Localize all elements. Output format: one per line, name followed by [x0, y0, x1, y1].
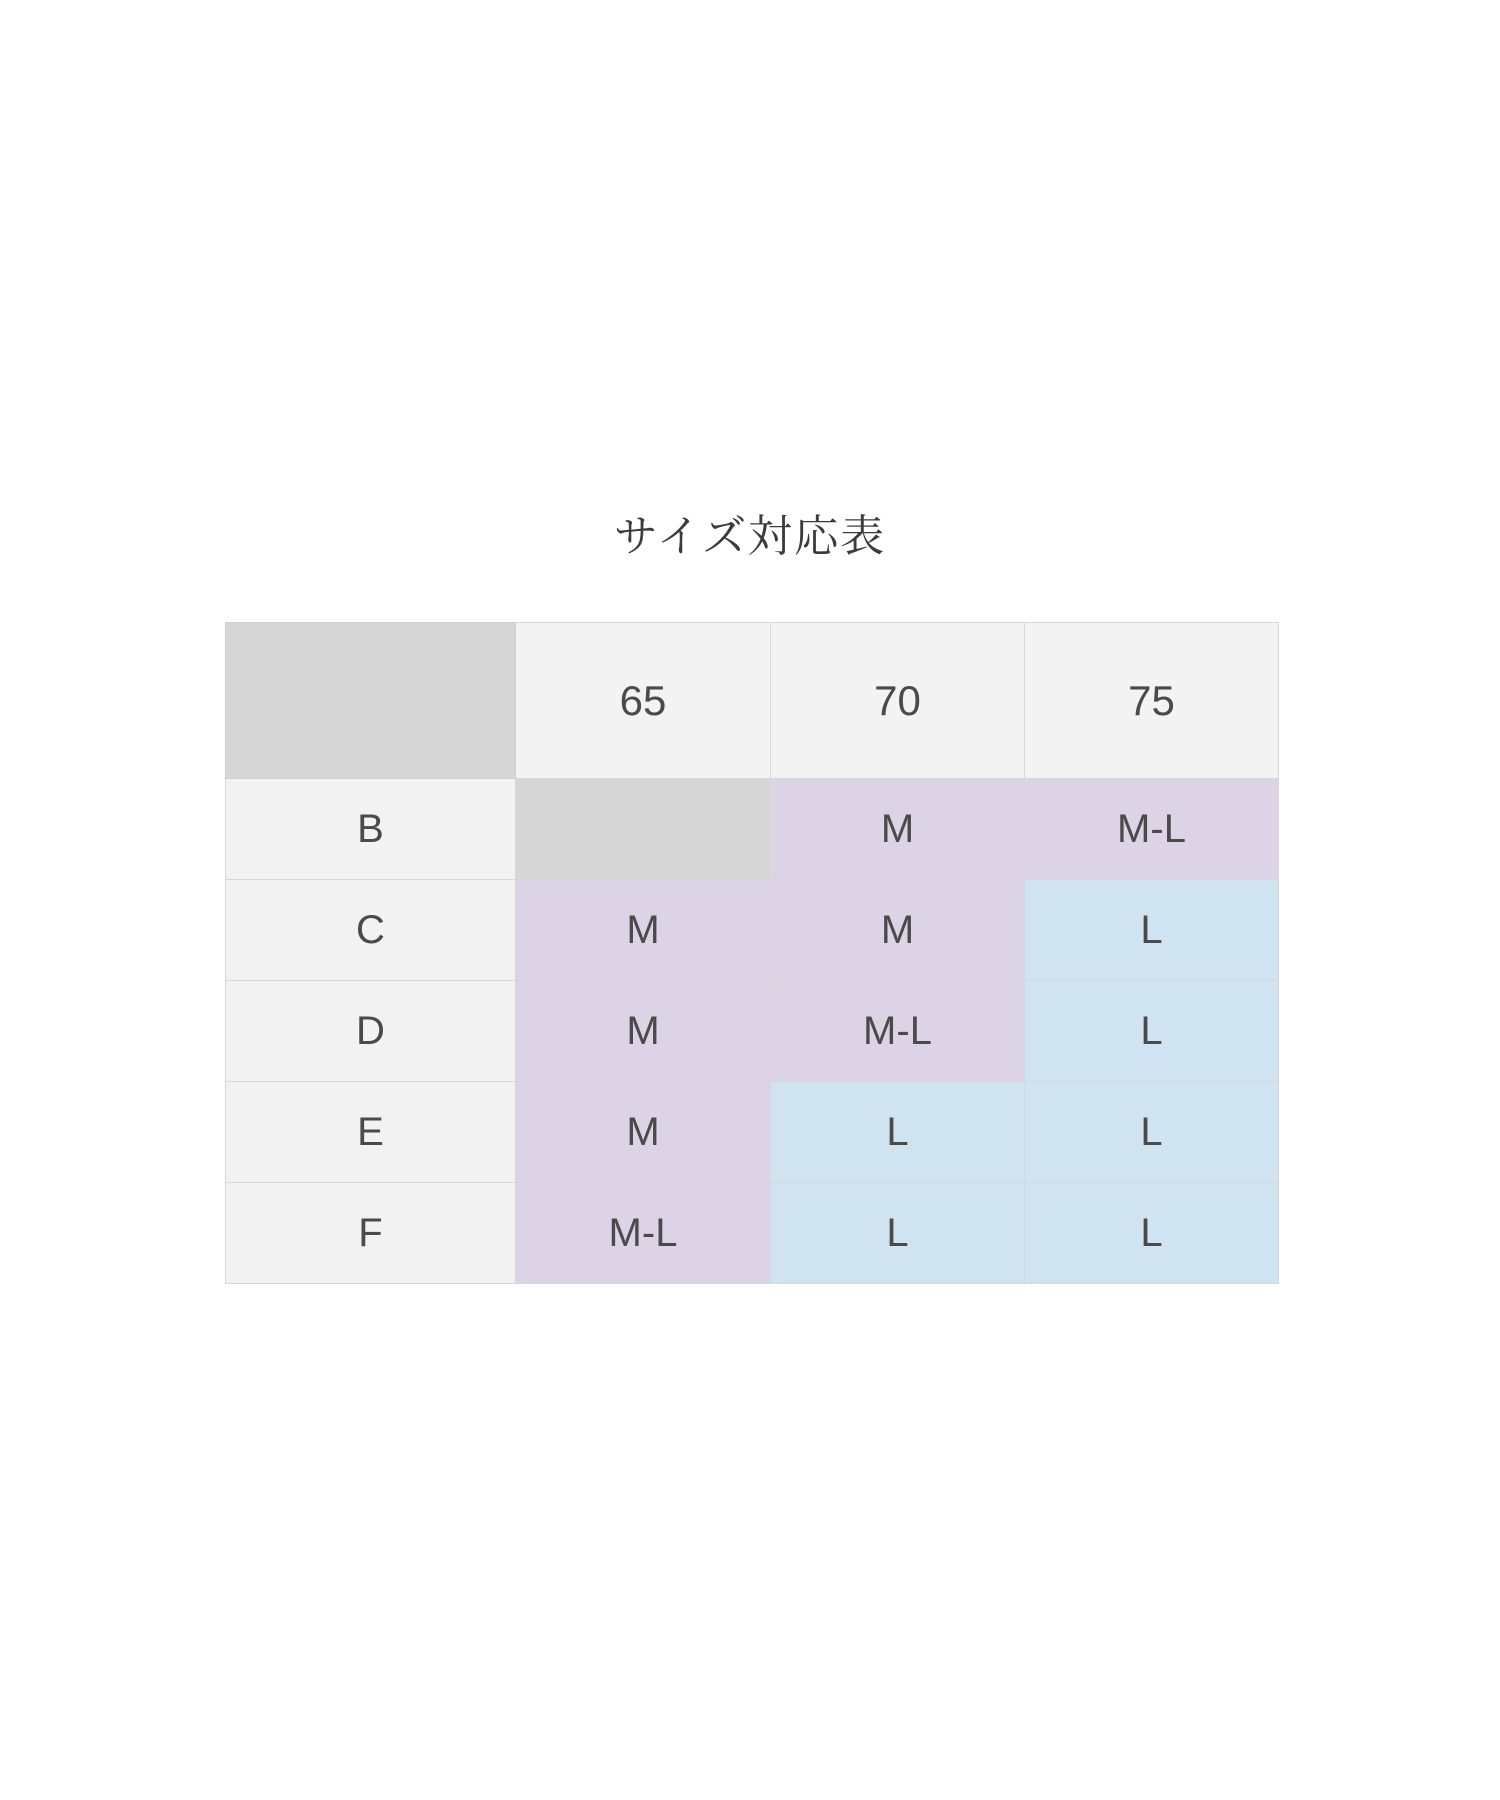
- size-table-container: [225, 622, 1278, 1284]
- cell-c-65: M: [516, 880, 771, 981]
- size-correspondence-table: [225, 622, 1279, 1284]
- row-header-e: E: [226, 1082, 516, 1183]
- cell-c-70: M: [771, 880, 1025, 981]
- row-header-f: F: [226, 1183, 516, 1284]
- cell-d-70: M-L: [771, 981, 1025, 1082]
- row-header-b: B: [226, 779, 516, 880]
- table-row: [226, 981, 1279, 1082]
- column-header-75: 75: [1025, 623, 1279, 779]
- column-header-70: 70: [771, 623, 1025, 779]
- table-row: [226, 880, 1279, 981]
- cell-b-65: [516, 779, 771, 880]
- column-header-65: 65: [516, 623, 771, 779]
- page-title: サイズ対応表: [613, 512, 887, 561]
- table-row: [226, 1082, 1279, 1183]
- cell-e-75: L: [1025, 1082, 1279, 1183]
- cell-f-70: L: [771, 1183, 1025, 1284]
- cell-e-70: L: [771, 1082, 1025, 1183]
- row-header-c: C: [226, 880, 516, 981]
- row-header-d: D: [226, 981, 516, 1082]
- table-body: [226, 623, 1279, 1284]
- cell-d-75: L: [1025, 981, 1279, 1082]
- cell-f-65: M-L: [516, 1183, 771, 1284]
- table-header-row: [226, 623, 1279, 779]
- table-corner-cell: [226, 623, 516, 779]
- table-row: [226, 1183, 1279, 1284]
- cell-c-75: L: [1025, 880, 1279, 981]
- cell-d-65: M: [516, 981, 771, 1082]
- cell-f-75: L: [1025, 1183, 1279, 1284]
- table-row: [226, 779, 1279, 880]
- cell-b-70: M: [771, 779, 1025, 880]
- cell-b-75: M-L: [1025, 779, 1279, 880]
- cell-e-65: M: [516, 1082, 771, 1183]
